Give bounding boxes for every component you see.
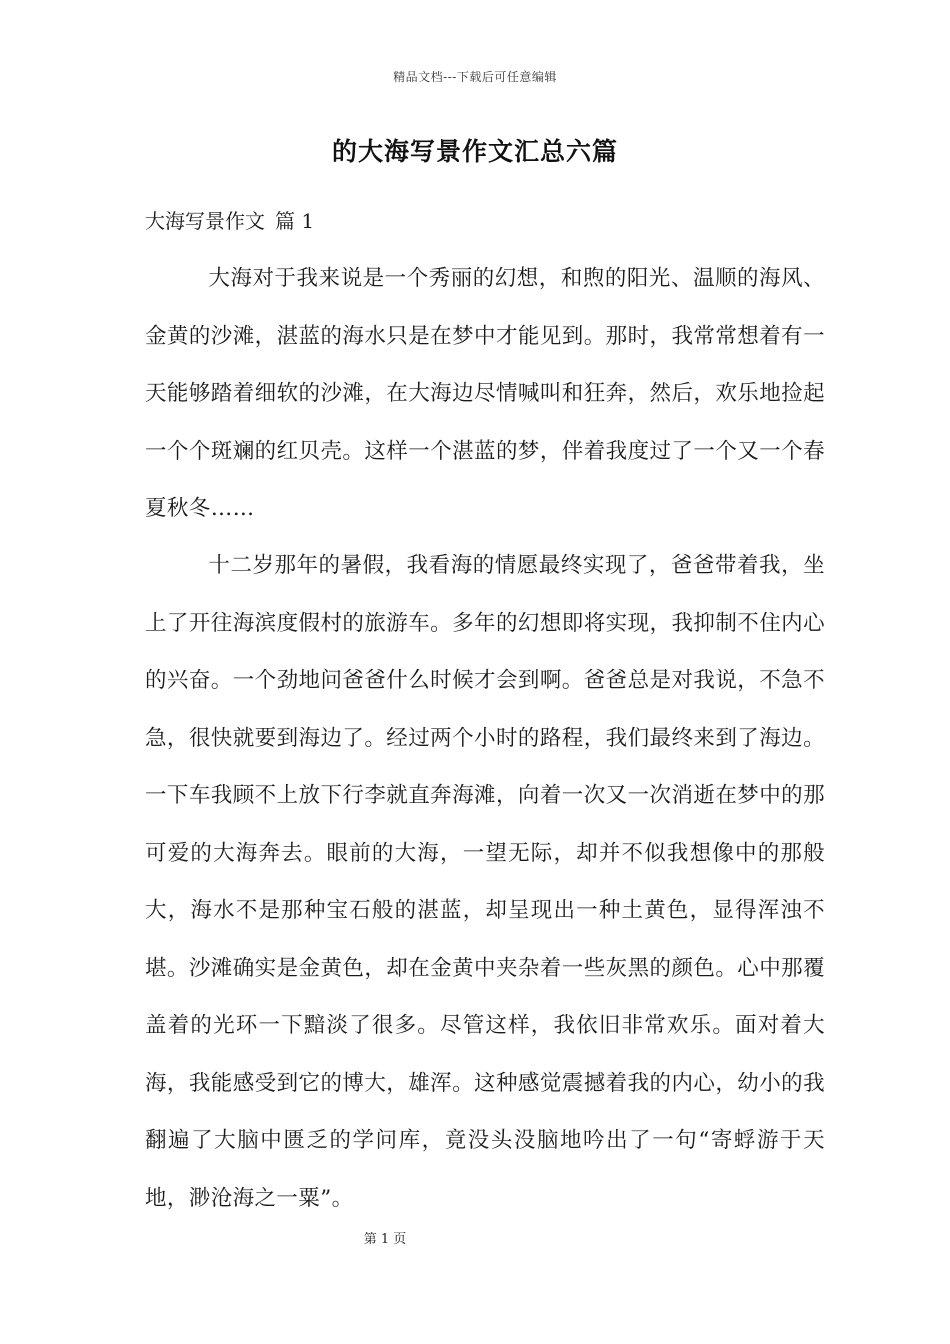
document-title: 的大海写景作文汇总六篇 (331, 137, 618, 166)
page-number: 第 1 页 (363, 1232, 407, 1247)
section-heading (145, 205, 324, 234)
section-heading-text: 大海写景作文 (145, 209, 265, 233)
paragraph-2: 十二岁那年的暑假，我看海的情愿最终实现了，爸爸带着我，坐上了开往海滨度假村的旅游车。多年的幻想即将实现，我抑制不住内心的兴奋。一个劲地问爸爸什么时候才会到啊。爸爸总是对我说，不急不急，很快就要到海边了。经过两个小时的路程，我们最终来到了海边。一下车我顾不上放下行李就直奔海滩，向着一次又一次消逝在梦中的那可爱的大海奔去。眼前的大海，一望无际，却并不似我想像中的那般大，海水不是那种宝石般的湛蓝，却呈现出一种土黄色，显得浑浊不堪。沙滩确实是金黄色，却在金黄中夹杂着一些灰黑的颜色。心中那覆盖着的光环一下黯淡了很多。尽管这样，我依旧非常欢乐。面对着大海，我能感受到它的博大，雄浑。这种感觉震撼着我的内心，幼小的我翻遍了大脑中匮乏的学问库，竟没头没脑地吟出了一句“寄蜉游于天地，渺沧海之一粟”。 (145, 553, 825, 1211)
paragraph-1: 大海对于我来说是一个秀丽的幻想，和煦的阳光、温顺的海风、金黄的沙滩，湛蓝的海水只是在梦中才能见到。那时，我常常想着有一天能够踏着细软的沙滩，在大海边尽情喊叫和狂奔，然后，欢乐地捡起一个个斑斓的红贝壳。这样一个湛蓝的梦，伴着我度过了一个又一个春夏秋冬…… (145, 266, 825, 521)
section-number: 篇 1 (275, 209, 315, 233)
header-note: 精品文档---下载后可任意编辑 (393, 70, 557, 84)
